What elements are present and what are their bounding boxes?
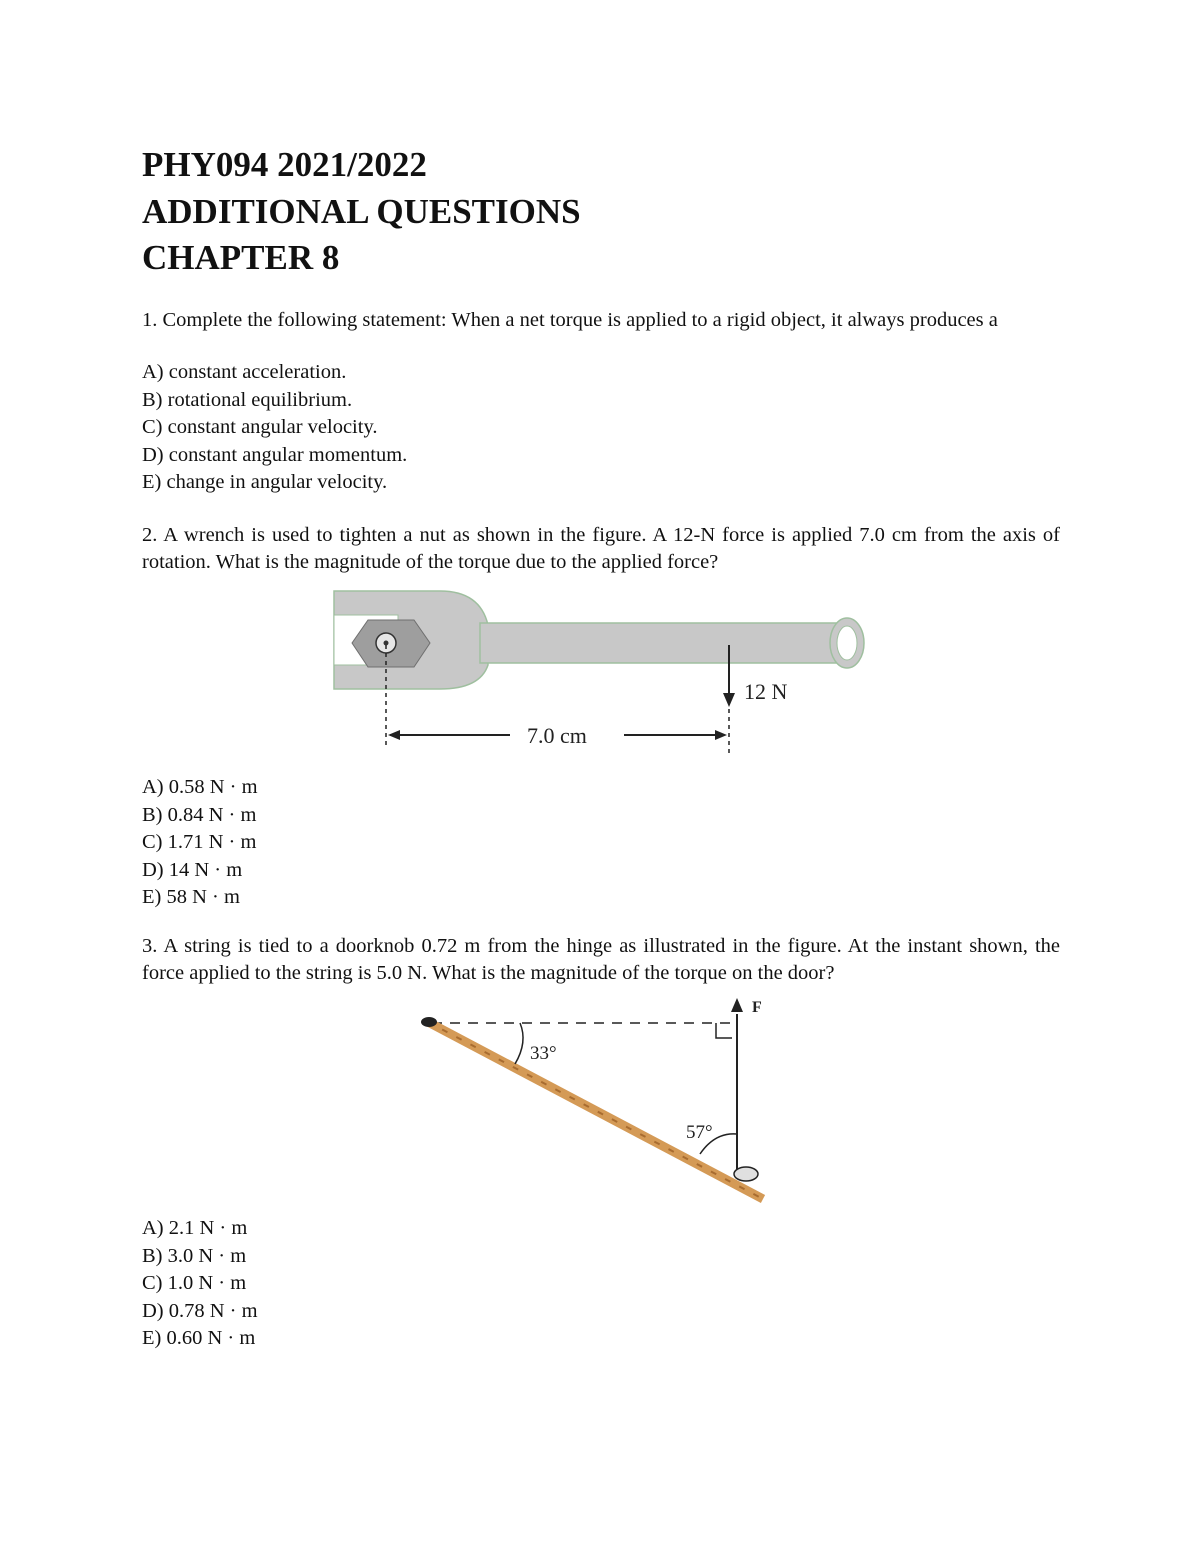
option-e: E) 58 N · m: [142, 886, 240, 908]
option-e: E) change in angular velocity.: [142, 471, 388, 493]
option-c: C) 1.0 N · m: [142, 1272, 247, 1294]
question-3-options: [142, 1215, 258, 1353]
force-label: F: [752, 999, 762, 1016]
doorknob: [734, 1167, 758, 1181]
option-d: D) 14 N · m: [142, 858, 243, 881]
force-label: 12 N: [744, 679, 788, 704]
option-b: B) 3.0 N · m: [142, 1244, 247, 1267]
wrench-ring-hole: [837, 626, 857, 660]
wrench-figure: [320, 585, 880, 760]
option-a: A) 0.58 N · m: [142, 776, 258, 798]
question-1-text: 1. Complete the following statement: When a net torque is applied to a rigid object, it always produces a: [142, 309, 998, 331]
option-a: A) constant acceleration.: [142, 361, 347, 383]
wrench-handle: [480, 623, 840, 663]
distance-arrow-left: [388, 730, 400, 740]
force-arrow-head: [723, 693, 735, 707]
right-angle-mark: [716, 1023, 732, 1038]
course-title: PHY094 2021/2022: [142, 145, 427, 184]
door-string-figure: [410, 992, 790, 1207]
distance-label: 7.0 cm: [527, 723, 587, 748]
option-b: B) rotational equilibrium.: [142, 388, 353, 411]
option-d: D) constant angular momentum.: [142, 443, 408, 466]
option-b: B) 0.84 N · m: [142, 803, 257, 826]
question-2-text: 2. A wrench is used to tighten a nut as shown in the figure. A 12-N force is applied 7.0 cm from the axis of rotation. What is the magnitude of the torque due to the applied force?: [142, 524, 1060, 573]
option-c: C) constant angular velocity.: [142, 416, 378, 438]
chapter-title: CHAPTER 8: [142, 238, 340, 277]
option-e: E) 0.60 N · m: [142, 1327, 256, 1349]
question-3-text: 3. A string is tied to a doorknob 0.72 m from the hinge as illustrated in the figure. At the instant shown, the force applied to the string is 5.0 N. What is the magnitude of the torque on the door?: [142, 935, 1060, 984]
option-a: A) 2.1 N · m: [142, 1217, 248, 1239]
angle-arc-33: [515, 1023, 523, 1064]
question-2-options: [142, 774, 258, 912]
force-arrow-head: [731, 998, 743, 1012]
option-d: D) 0.78 N · m: [142, 1299, 258, 1322]
angle-label-57: 57°: [686, 1122, 713, 1143]
rotation-axis-point: [384, 641, 389, 646]
distance-arrow-right: [715, 730, 727, 740]
question-1-options: [142, 359, 407, 497]
angle-label-33: 33°: [530, 1043, 557, 1064]
option-c: C) 1.71 N · m: [142, 831, 257, 853]
document-subtitle: ADDITIONAL QUESTIONS: [142, 192, 581, 231]
hinge: [421, 1017, 437, 1027]
